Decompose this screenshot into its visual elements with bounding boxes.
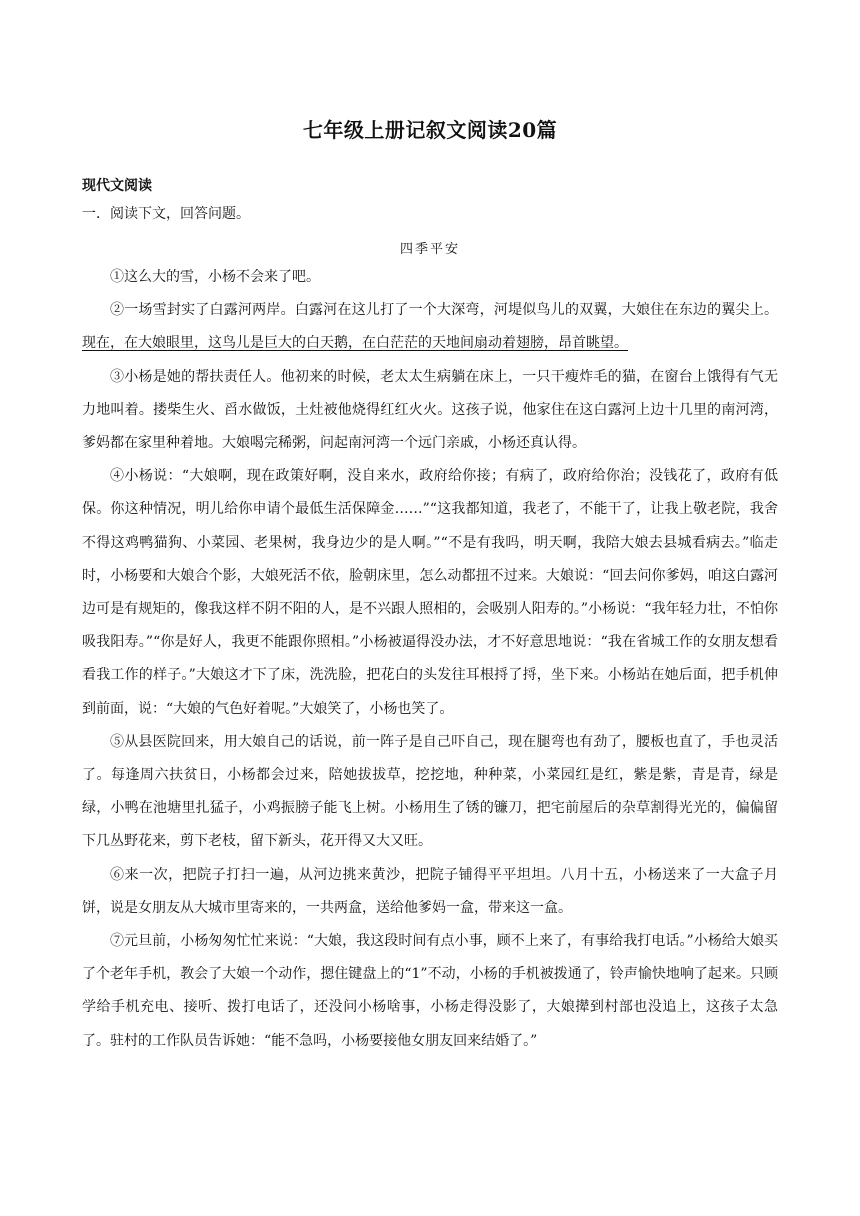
paragraph-1: ①这么大的雪，小杨不会来了吧。 — [110, 269, 320, 285]
paragraph-6: ⑥来一次，把院子打扫一遍，从河边挑来黄沙，把院子铺得平平坦坦。八月十五，小杨送来了一大盒子月饼，说是女朋友从大城市里寄来的，一共两盒，送给他爹妈一盒，带来这一盒。 — [82, 866, 778, 916]
paragraph-2: ②一场雪封实了白露河两岸。白露河在这儿打了一个大深弯，河堤似鸟儿的双翼，大娘住在东边的翼尖上。现在，在大娘眼里，这鸟儿是巨大的白天鹅，在白茫茫的天地间扇动着翅膀，昂首眺望。 — [82, 302, 778, 352]
paragraph-7: ⑦元旦前，小杨匆匆忙忙来说：“大娘，我这段时间有点小事，顾不上来了，有事给我打电话。”小杨给大娘买了个老年手机，教会了大娘一个动作，摁住键盘上的“1”不动，小杨的手机被拨通了，铃声愉快地响了起来。只顾学给手机充电、接听、拨打电话了，还没问小杨啥事，小杨走得没影了，大娘撵到村部也没追上，这孩子太急了。驻村的工作队员告诉她：“能不急吗，小杨要接他女朋友回来结婚了。” — [82, 933, 778, 1049]
paragraph-5: ⑤从县医院回来，用大娘自己的话说，前一阵子是自己吓自己，现在腿弯也有劲了，腰板也直了，手也灵活了。每逢周六扶贫日，小杨都会过来，陪她拔拔草，挖挖地，种种菜，小菜园红是红，紫是紫，青是青，绿是绿，小鸭在池塘里扎猛子，小鸡振膀子能飞上树。小杨用生了锈的镰刀，把宅前屋后的杂草割得光光的，偏偏留下几丛野花来，剪下老枝，留下新头，花开得又大又旺。 — [82, 733, 778, 850]
underlined-sentence: 现在，在大娘眼里，这鸟儿是巨大的白天鹅，在白茫茫的天地间扇动着翅膀，昂首眺望。 — [82, 335, 628, 352]
paragraph-4: ④小杨说：“大娘啊，现在政策好啊，没自来水，政府给你接；有病了，政府给你治；没钱花了，政府有低保。你这种情况，明儿给你申请个最低生活保障金……”“这我都知道，我老了，不能干了，让我上敬老院，我舍不得这鸡鸭猫狗、小菜园、老果树，我身边少的是人啊。”“不是有我吗，明天啊，我陪大娘去县城看病去。”临走时，小杨要和大娘合个影，大娘死活不依，脸朝床里，怎么动都扭不过来。大娘说：“回去问你爹妈，咱这白露河边可是有规矩的，像我这样不阴不阳的人，是不兴跟人照相的，会吸别人阳寿的。”小杨说：“我年轻力壮，不怕你吸我阳寿。”“你是好人，我更不能跟你照相。”小杨被逼得没办法，才不好意思地说：“我在省城工作的女朋友想看看我工作的样子。”大娘这才下了床，洗洗脸，把花白的头发往耳根捋了捋，坐下来。小杨站在她后面，把手机伸到前面，说：“大娘的气色好着呢。”大娘笑了，小杨也笑了。 — [82, 468, 778, 717]
question-prompt: 一．阅读下文，回答问题。 — [82, 206, 250, 222]
article-title: 四季平安 — [399, 242, 460, 257]
document-title: 七年级上册记叙文阅读20篇 — [302, 118, 558, 142]
article-body — [82, 261, 778, 1058]
section-heading: 现代文阅读 — [82, 178, 152, 194]
paragraph-3: ③小杨是她的帮扶责任人。他初来的时候，老太太生病躺在床上，一只干瘦炸毛的猫，在窗台上饿得有气无力地叫着。搂柴生火、舀水做饭，土灶被他烧得红红火火。这孩子说，他家住在这白露河上边十几里的南河湾，爹妈都在家里种着地。大娘喝完稀粥，问起南河湾一个远门亲戚，小杨还真认得。 — [82, 368, 778, 452]
